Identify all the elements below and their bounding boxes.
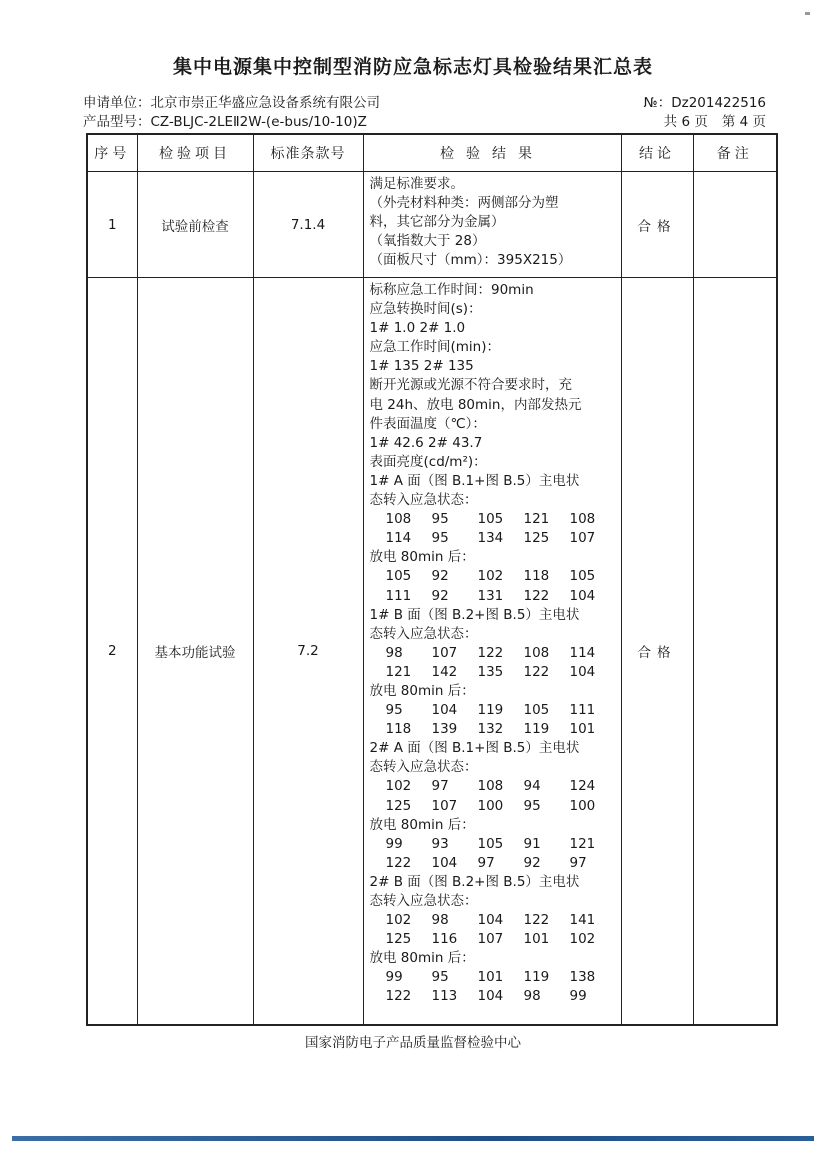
block-label: 2# A 面（图 B.1+图 B.5）主电状 — [369, 740, 580, 757]
luminance-value: 100 — [569, 797, 596, 814]
luminance-value: 95 — [431, 969, 449, 986]
result-line: 件表面温度（℃）： — [369, 415, 486, 432]
luminance-values-row — [370, 587, 617, 606]
luminance-value: 122 — [523, 587, 550, 604]
page-current: 第 4 页 — [721, 114, 766, 130]
luminance-values-row — [370, 987, 617, 1006]
result-line: 料，其它部分为金属） — [369, 214, 505, 231]
row-item: 试验前检查 — [137, 172, 253, 278]
applicant-line: 申请单位：北京市崇正华盛应急设备系统有限公司 — [83, 95, 380, 111]
luminance-value: 99 — [385, 969, 403, 986]
luminance-values-row — [370, 720, 617, 739]
luminance-value: 104 — [431, 854, 458, 871]
row-conclusion: 合格 — [621, 172, 693, 278]
row-item: 基本功能试验 — [137, 278, 253, 1025]
luminance-value: 107 — [431, 644, 458, 661]
header-item: 检验项目 — [137, 134, 253, 172]
luminance-value: 101 — [477, 969, 504, 986]
luminance-value: 95 — [431, 511, 449, 528]
luminance-value: 121 — [523, 511, 550, 528]
luminance-value: 107 — [431, 797, 458, 814]
luminance-value: 111 — [385, 587, 412, 604]
luminance-value: 95 — [523, 797, 541, 814]
luminance-value: 113 — [431, 988, 458, 1005]
luminance-values-row — [370, 854, 617, 873]
luminance-value: 121 — [569, 835, 596, 852]
luminance-values-row — [370, 911, 617, 930]
luminance-value: 104 — [477, 912, 504, 929]
luminance-value: 92 — [523, 854, 541, 871]
row-result — [363, 172, 621, 278]
luminance-value: 114 — [385, 530, 412, 547]
header-result: 检验结果 — [363, 134, 621, 172]
luminance-value: 105 — [477, 511, 504, 528]
result-line: 表面亮度(cd/m²)： — [369, 453, 487, 470]
luminance-values-row — [370, 797, 617, 816]
luminance-values-row — [370, 968, 617, 987]
luminance-value: 114 — [569, 644, 596, 661]
result-line: （氧指数大于 28） — [369, 233, 486, 250]
luminance-value: 102 — [569, 931, 596, 948]
luminance-value: 104 — [431, 702, 458, 719]
luminance-values-row — [370, 663, 617, 682]
luminance-value: 97 — [431, 778, 449, 795]
luminance-values-row — [370, 510, 617, 529]
luminance-value: 125 — [385, 931, 412, 948]
header-conclusion: 结论 — [621, 134, 693, 172]
luminance-value: 107 — [569, 530, 596, 547]
luminance-value: 94 — [523, 778, 541, 795]
luminance-value: 107 — [477, 931, 504, 948]
luminance-value: 118 — [385, 721, 412, 738]
luminance-value: 104 — [569, 587, 596, 604]
luminance-values-row — [370, 567, 617, 586]
row-result — [363, 278, 621, 1025]
page-info — [664, 110, 766, 130]
bottom-rule — [12, 1136, 814, 1141]
header-remark: 备注 — [693, 134, 777, 172]
luminance-value: 91 — [523, 835, 541, 852]
result-line: 1# 42.6 2# 43.7 — [369, 434, 483, 451]
luminance-value: 135 — [477, 663, 504, 680]
block-label: 放电 80min 后： — [369, 682, 475, 699]
luminance-value: 102 — [385, 912, 412, 929]
block-label: 放电 80min 后： — [369, 549, 475, 566]
luminance-value: 104 — [569, 663, 596, 680]
luminance-value: 122 — [385, 988, 412, 1005]
luminance-value: 122 — [523, 912, 550, 929]
block-label: 态转入应急状态： — [369, 893, 478, 909]
luminance-value: 93 — [431, 835, 449, 852]
luminance-value: 125 — [385, 797, 412, 814]
luminance-value: 92 — [431, 568, 449, 585]
result-line: 断开光源或光源不符合要求时，充 — [369, 377, 572, 394]
table-row — [87, 172, 777, 278]
luminance-value: 97 — [569, 854, 587, 871]
luminance-value: 95 — [385, 702, 403, 719]
luminance-values-row — [370, 529, 617, 548]
luminance-value: 131 — [477, 587, 504, 604]
luminance-value: 95 — [431, 530, 449, 547]
luminance-value: 134 — [477, 530, 504, 547]
model-line: 产品型号：CZ-BLJC-2LEⅡ2W-(e-bus/10-10)Z — [83, 114, 367, 130]
block-label: 放电 80min 后： — [369, 816, 475, 833]
result-line: 电 24h、放电 80min，内部发热元 — [369, 396, 582, 413]
luminance-values-row — [370, 644, 617, 663]
luminance-value: 104 — [477, 988, 504, 1005]
luminance-value: 121 — [385, 663, 412, 680]
row-remark — [693, 278, 777, 1025]
luminance-value: 108 — [569, 511, 596, 528]
report-number: №：Dz201422516 — [643, 95, 766, 111]
luminance-value: 118 — [523, 568, 550, 585]
luminance-value: 139 — [431, 721, 458, 738]
scan-mark — [805, 12, 810, 15]
result-line: 应急转换时间(s)： — [369, 301, 482, 318]
luminance-value: 102 — [385, 778, 412, 795]
result-line: 应急工作时间(min)： — [369, 339, 500, 356]
header-no: 序号 — [87, 134, 137, 172]
luminance-value: 102 — [477, 568, 504, 585]
block-label: 放电 80min 后： — [369, 950, 475, 967]
result-line: （外壳材料种类：两侧部分为塑 — [369, 195, 559, 212]
result-line: 满足标准要求。 — [369, 176, 464, 192]
luminance-value: 97 — [477, 854, 495, 871]
luminance-value: 105 — [477, 835, 504, 852]
footer-issuer: 国家消防电子产品质量监督检验中心 — [305, 1035, 521, 1051]
row-clause: 7.2 — [253, 278, 363, 1025]
luminance-value: 105 — [385, 568, 412, 585]
luminance-value: 99 — [385, 835, 403, 852]
luminance-value: 99 — [569, 988, 587, 1005]
luminance-value: 141 — [569, 912, 596, 929]
luminance-value: 92 — [431, 587, 449, 604]
luminance-values-row — [370, 701, 617, 720]
luminance-value: 119 — [523, 969, 550, 986]
document-title: 集中电源集中控制型消防应急标志灯具检验结果汇总表 — [172, 56, 653, 78]
luminance-value: 100 — [477, 797, 504, 814]
luminance-value: 122 — [523, 663, 550, 680]
luminance-value: 105 — [569, 568, 596, 585]
luminance-value: 98 — [431, 912, 449, 929]
result-line: 1# 1.0 2# 1.0 — [369, 320, 466, 337]
table-header-row — [87, 134, 777, 172]
row-conclusion: 合格 — [621, 278, 693, 1025]
luminance-value: 125 — [523, 530, 550, 547]
luminance-value: 142 — [431, 663, 458, 680]
row-remark — [693, 172, 777, 278]
luminance-value: 98 — [385, 644, 403, 661]
luminance-value: 98 — [523, 988, 541, 1005]
luminance-value: 119 — [477, 702, 504, 719]
luminance-value: 116 — [431, 931, 458, 948]
row-no: 2 — [87, 278, 137, 1025]
block-label: 态转入应急状态： — [369, 625, 478, 642]
results-table — [86, 133, 778, 1026]
luminance-value: 122 — [477, 644, 504, 661]
luminance-value: 138 — [569, 969, 596, 986]
luminance-values-row — [370, 777, 617, 796]
table-row — [87, 278, 777, 1025]
luminance-value: 101 — [523, 931, 550, 948]
luminance-value: 122 — [385, 854, 412, 871]
result-line: 标称应急工作时间：90min — [369, 282, 534, 298]
result-line: 1# 135 2# 135 — [369, 358, 474, 375]
result-line: 态转入应急状态： — [369, 492, 478, 509]
luminance-value: 111 — [569, 702, 596, 719]
luminance-values-row — [370, 930, 617, 949]
row-no: 1 — [87, 172, 137, 278]
luminance-value: 105 — [523, 702, 550, 719]
result-line: 1# A 面（图 B.1+图 B.5）主电状 — [369, 472, 580, 489]
luminance-value: 101 — [569, 721, 596, 738]
header-clause: 标准条款号 — [253, 134, 363, 172]
luminance-value: 132 — [477, 721, 504, 738]
block-label: 态转入应急状态： — [369, 759, 478, 776]
row-clause: 7.1.4 — [253, 172, 363, 278]
luminance-value: 108 — [477, 778, 504, 795]
luminance-value: 124 — [569, 778, 596, 795]
luminance-value: 108 — [523, 644, 550, 661]
luminance-values-row — [370, 835, 617, 854]
result-line: （面板尺寸（mm）：395X215） — [369, 252, 572, 269]
luminance-value: 108 — [385, 511, 412, 528]
block-label: 1# B 面（图 B.2+图 B.5）主电状 — [369, 606, 580, 623]
block-label: 2# B 面（图 B.2+图 B.5）主电状 — [369, 873, 580, 890]
luminance-value: 119 — [523, 721, 550, 738]
pages-total: 共 6 页 — [663, 114, 708, 130]
